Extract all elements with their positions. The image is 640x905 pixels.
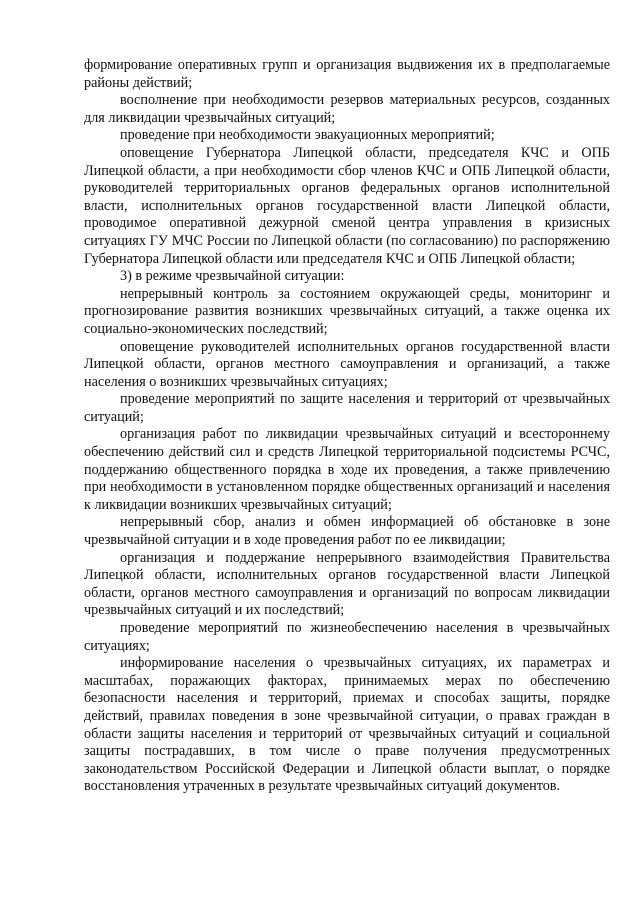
paragraph-evacuation: проведение при необходимости эвакуационных мероприятий; — [120, 127, 495, 144]
paragraph-public-informing: информирование населения о чрезвычайных ситуациях, их параметрах и масштабах, поражающих факторах, принимаемых мерах по обеспечению безопасности населения и территорий, приемах и способах защиты, порядке действий, правилах поведения в зоне чрезвычайной ситуации, о правах граждан в области защиты населения и территорий от чрезвычайных ситуаций и социальной защиты пострадавших, в том числе о праве получения предусмотренных законодательством Российской Федерации и Липецкой области выплат, о порядке восстановления утраченных в результате чрезвычайных ситуаций документов. — [84, 655, 610, 795]
paragraph-monitoring: непрерывный контроль за состоянием окружающей среды, мониторинг и прогнозирование развития возникших чрезвычайных ситуаций, а также оценка их социально-экономических последствий; — [84, 285, 610, 337]
paragraph-continuation: формирование оперативных групп и организация выдвижения их в предполагаемые районы действий; — [84, 57, 610, 91]
paragraph-replenish-reserves: восполнение при необходимости резервов материальных ресурсов, созданных для ликвидации чрезвычайных ситуаций; — [84, 92, 610, 126]
paragraph-emergency-mode-heading: 3) в режиме чрезвычайной ситуации: — [120, 268, 345, 285]
paragraph-information-collection: непрерывный сбор, анализ и обмен информацией об обстановке в зоне чрезвычайной ситуации и в ходе проведения работ по ее ликвидации; — [84, 514, 610, 549]
paragraph-protection-measures: проведение мероприятий по защите населения и территорий от чрезвычайных ситуаций; — [84, 391, 610, 425]
paragraph-leaders-notification: оповещение руководителей исполнительных органов государственной власти Липецкой области, органов местного самоуправления и организаций, а также населения о возникших чрезвычайных ситуациях; — [84, 338, 610, 390]
paragraph-liquidation-works: организация работ по ликвидации чрезвычайных ситуаций и всестороннему обеспечению действий сил и средств Липецкой территориальной подсистемы РСЧС, поддержанию общественного порядка в ходе их проведения, а также привлечению при необходимости в установленном порядке общественных организаций и населения к ликвидации возникших чрезвычайных ситуаций; — [84, 426, 610, 513]
paragraph-life-support: проведение мероприятий по жизнеобеспечению населения в чрезвычайных ситуациях; — [84, 620, 610, 654]
paragraph-governor-notification: оповещение Губернатора Липецкой области, председателя КЧС и ОПБ Липецкой области, а при необходимости сбор членов КЧС и ОПБ Липецкой области, руководителей территориальных органов федеральных органов исполнительной власти, исполнительных органов государственной власти Липецкой области, проводимое оперативной дежурной сменой центра управления в кризисных ситуациях ГУ МЧС России по Липецкой области (по согласованию) по распоряжению Губернатора Липецкой области или председателя КЧС и ОПБ Липецкой области; — [84, 144, 610, 267]
paragraph-interaction: организация и поддержание непрерывного взаимодействия Правительства Липецкой области, исполнительных органов государственной власти Липецкой области, органов местного самоуправления и организаций по вопросам ликвидации чрезвычайных ситуаций и их последствий; — [84, 549, 610, 619]
document-page — [84, 57, 610, 796]
